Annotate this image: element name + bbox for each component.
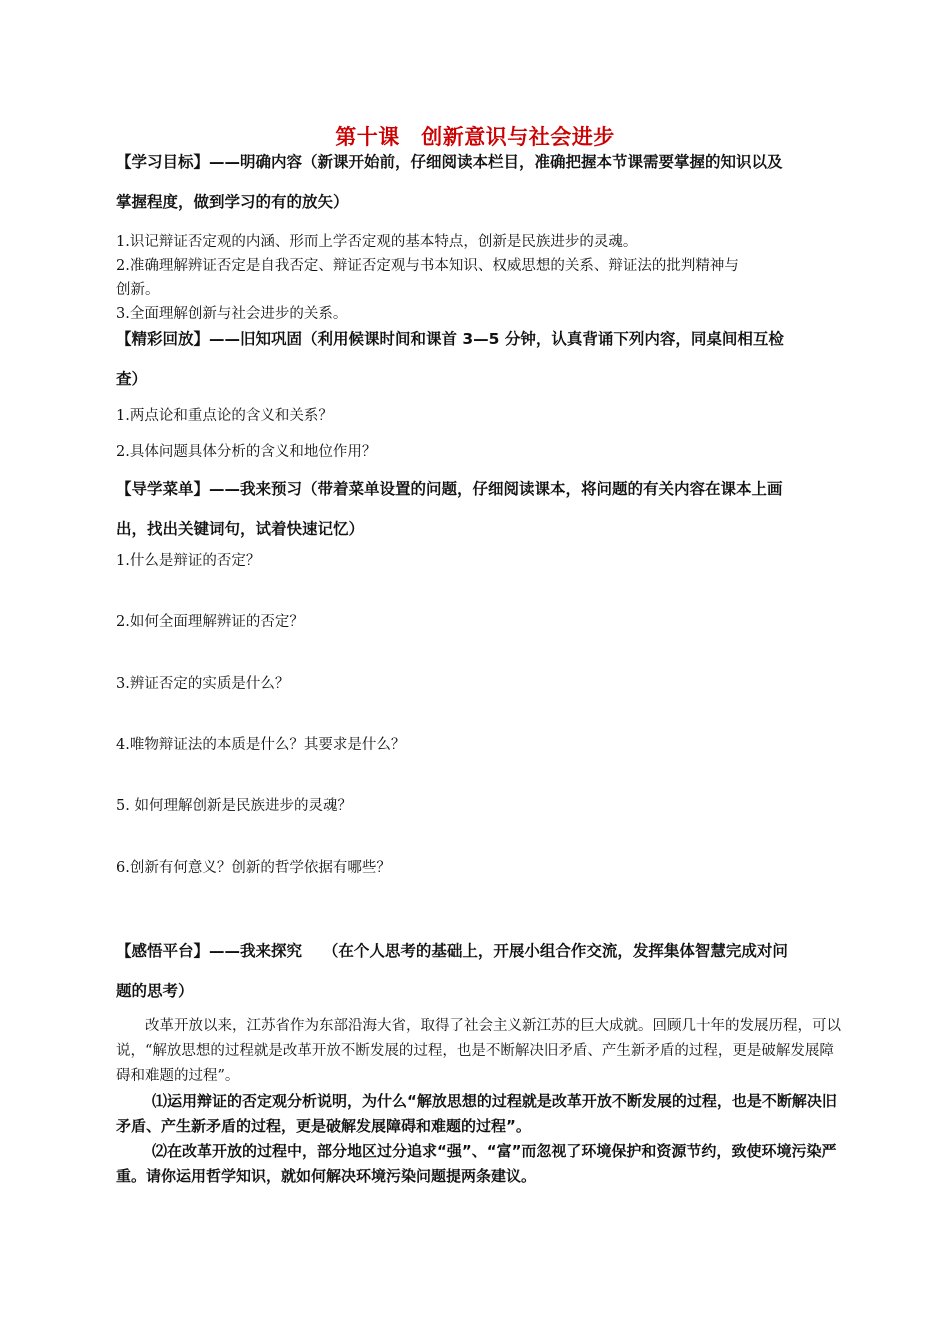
platform-question-2: ⑵在改革开放的过程中，部分地区过分追求“强”、“富”而忽视了环境保护和资源节约，致使环境污染严重。请你运用哲学知识，就如何解决环境污染问题提两条建议。 — [116, 1142, 837, 1185]
objective-item-3: 3.全面理解创新与社会进步的关系。 — [116, 306, 348, 322]
objectives-header-line2: 掌握程度，做到学习的有的放矢） — [116, 193, 349, 211]
menu-question-3: 3.辨证否定的实质是什么？ — [116, 676, 290, 692]
lesson-title: 第十课 创新意识与社会进步 — [335, 125, 615, 149]
review-header-line2: 查） — [116, 370, 148, 388]
objectives-header-line1: 【学习目标】——明确内容（新课开始前，仔细阅读本栏目，准确把握本节课需要掌握的知识以及 — [116, 153, 783, 171]
menu-question-1: 1.什么是辩证的否定？ — [116, 553, 261, 569]
review-item-2: 2.具体问题具体分析的含义和地位作用？ — [116, 444, 377, 460]
platform-question-1: ⑴运用辩证的否定观分析说明，为什么“解放思想的过程就是改革开放不断发展的过程，也是不断解决旧矛盾、产生新矛盾的过程，更是破解发展障碍和难题的过程”。 — [116, 1092, 837, 1135]
menu-question-5: 5. 如何理解创新是民族进步的灵魂？ — [116, 798, 352, 814]
platform-material-paragraph: 改革开放以来，江苏省作为东部沿海大省，取得了社会主义新江苏的巨大成就。回顾几十年的发展历程，可以说，“解放思想的过程就是改革开放不断发展的过程，也是不断解决旧矛盾、产生新矛盾的过程，更是破解发展障碍和难题的过程”。 — [116, 1018, 841, 1084]
menu-header-line2: 出，找出关键词句，试着快速记忆） — [116, 520, 365, 538]
platform-header-line2: 题的思考） — [116, 982, 194, 1000]
menu-header-line1: 【导学菜单】——我来预习（带着菜单设置的问题，仔细阅读课本，将问题的有关内容在课本上画 — [116, 480, 783, 498]
review-item-1: 1.两点论和重点论的含义和关系？ — [116, 408, 333, 424]
menu-question-2: 2.如何全面理解辨证的否定？ — [116, 614, 304, 630]
menu-question-4: 4.唯物辩证法的本质是什么？其要求是什么？ — [116, 737, 406, 753]
objective-item-1: 1.识记辩证否定观的内涵、形而上学否定观的基本特点，创新是民族进步的灵魂。 — [116, 234, 638, 250]
review-header-line1: 【精彩回放】——旧知巩固（利用候课时间和课首 3—5 分钟，认真背诵下列内容，同桌间相互检 — [116, 330, 784, 348]
objective-item-2-cont: 创新。 — [116, 282, 160, 298]
platform-header-line1: 【感悟平台】——我来探究 （在个人思考的基础上，开展小组合作交流，发挥集体智慧完成对问 — [116, 942, 788, 960]
menu-question-6: 6.创新有何意义？创新的哲学依据有哪些？ — [116, 860, 391, 876]
objective-item-2: 2.准确理解辨证否定是自我否定、辩证否定观与书本知识、权威思想的关系、辩证法的批判精神与 — [116, 258, 739, 274]
